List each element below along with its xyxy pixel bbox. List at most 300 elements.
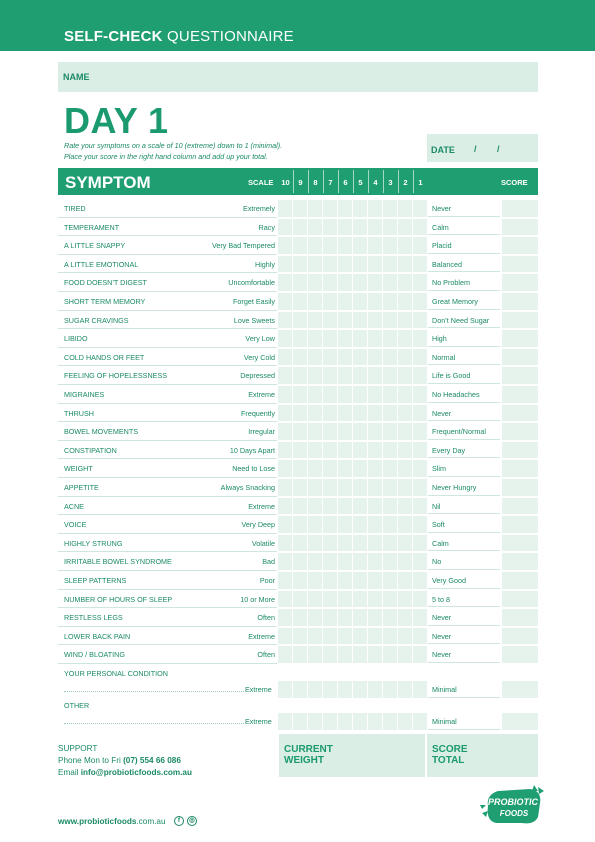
scale-cell[interactable]	[308, 460, 322, 477]
scale-cell[interactable]	[293, 330, 307, 347]
scale-cell[interactable]	[308, 219, 322, 236]
scale-cell[interactable]	[338, 516, 352, 533]
scale-cell[interactable]	[308, 442, 322, 459]
scale-cell[interactable]	[323, 293, 337, 310]
scale-cell[interactable]	[398, 256, 412, 273]
scale-cell[interactable]	[338, 460, 352, 477]
scale-cell[interactable]	[398, 553, 412, 570]
facebook-icon[interactable]: f	[174, 816, 184, 826]
scale-cell[interactable]	[398, 479, 412, 496]
scale-cell[interactable]	[413, 479, 427, 496]
scale-cell[interactable]	[338, 423, 352, 440]
scale-cell[interactable]	[353, 237, 367, 254]
scale-cell[interactable]	[368, 423, 382, 440]
scale-cell[interactable]	[338, 367, 352, 384]
scale-cell[interactable]	[383, 646, 397, 663]
scale-cell[interactable]	[278, 367, 292, 384]
scale-cell[interactable]	[278, 200, 292, 217]
support-email-link[interactable]: info@probioticfoods.com.au	[80, 768, 192, 777]
score-cell[interactable]	[502, 516, 538, 533]
scale-cell[interactable]	[413, 535, 427, 552]
scale-cell[interactable]	[293, 646, 307, 663]
scale-cell[interactable]	[383, 713, 397, 730]
scale-cell[interactable]	[413, 713, 427, 730]
scale-cell[interactable]	[338, 479, 352, 496]
score-cell[interactable]	[502, 330, 538, 347]
scale-cell[interactable]	[293, 367, 307, 384]
scale-cell[interactable]	[338, 349, 352, 366]
scale-cell[interactable]	[398, 330, 412, 347]
scale-cell[interactable]	[383, 442, 397, 459]
scale-cell[interactable]	[323, 330, 337, 347]
scale-cell[interactable]	[353, 553, 367, 570]
scale-cell[interactable]	[293, 553, 307, 570]
scale-cell[interactable]	[413, 423, 427, 440]
scale-cell[interactable]	[353, 498, 367, 515]
score-cell[interactable]	[502, 535, 538, 552]
scale-cell[interactable]	[398, 200, 412, 217]
scale-cell[interactable]	[383, 681, 397, 698]
score-cell[interactable]	[502, 442, 538, 459]
scale-cell[interactable]	[353, 293, 367, 310]
scale-cell[interactable]	[323, 628, 337, 645]
scale-cell[interactable]	[323, 423, 337, 440]
scale-cell[interactable]	[398, 460, 412, 477]
scale-cell[interactable]	[353, 681, 367, 698]
scale-cell[interactable]	[413, 572, 427, 589]
score-cell[interactable]	[502, 681, 538, 698]
scale-cell[interactable]	[383, 274, 397, 291]
scale-cell[interactable]	[308, 609, 322, 626]
scale-cell[interactable]	[353, 628, 367, 645]
scale-cell[interactable]	[293, 274, 307, 291]
scale-cell[interactable]	[308, 535, 322, 552]
scale-cell[interactable]	[338, 713, 352, 730]
scale-cell[interactable]	[308, 200, 322, 217]
scale-cell[interactable]	[338, 535, 352, 552]
custom-condition-input[interactable]	[64, 723, 244, 724]
scale-cell[interactable]	[308, 237, 322, 254]
support-phone-number[interactable]: (07) 554 66 086	[123, 756, 181, 765]
scale-cell[interactable]	[398, 386, 412, 403]
scale-cell[interactable]	[338, 609, 352, 626]
scale-cell[interactable]	[383, 312, 397, 329]
scale-cell[interactable]	[338, 442, 352, 459]
scale-cell[interactable]	[308, 572, 322, 589]
scale-cell[interactable]	[383, 498, 397, 515]
scale-cell[interactable]	[368, 460, 382, 477]
scale-cell[interactable]	[413, 200, 427, 217]
scale-cell[interactable]	[398, 572, 412, 589]
scale-cell[interactable]	[338, 646, 352, 663]
scale-cell[interactable]	[278, 713, 292, 730]
scale-cell[interactable]	[278, 460, 292, 477]
scale-cell[interactable]	[383, 591, 397, 608]
scale-cell[interactable]	[368, 219, 382, 236]
scale-cell[interactable]	[413, 609, 427, 626]
score-cell[interactable]	[502, 200, 538, 217]
scale-cell[interactable]	[293, 572, 307, 589]
scale-cell[interactable]	[278, 609, 292, 626]
scale-cell[interactable]	[323, 237, 337, 254]
scale-cell[interactable]	[323, 219, 337, 236]
scale-cell[interactable]	[308, 330, 322, 347]
scale-cell[interactable]	[323, 460, 337, 477]
scale-cell[interactable]	[353, 460, 367, 477]
scale-cell[interactable]	[368, 553, 382, 570]
scale-cell[interactable]	[353, 312, 367, 329]
scale-cell[interactable]	[413, 293, 427, 310]
scale-cell[interactable]	[413, 553, 427, 570]
scale-cell[interactable]	[413, 681, 427, 698]
scale-cell[interactable]	[398, 405, 412, 422]
scale-cell[interactable]	[413, 591, 427, 608]
scale-cell[interactable]	[278, 349, 292, 366]
scale-cell[interactable]	[383, 535, 397, 552]
scale-cell[interactable]	[383, 423, 397, 440]
scale-cell[interactable]	[338, 572, 352, 589]
scale-cell[interactable]	[398, 293, 412, 310]
scale-cell[interactable]	[413, 274, 427, 291]
scale-cell[interactable]	[353, 646, 367, 663]
scale-cell[interactable]	[338, 681, 352, 698]
scale-cell[interactable]	[278, 274, 292, 291]
scale-cell[interactable]	[293, 479, 307, 496]
scale-cell[interactable]	[368, 293, 382, 310]
website-link[interactable]	[58, 817, 166, 826]
scale-cell[interactable]	[278, 423, 292, 440]
score-cell[interactable]	[502, 423, 538, 440]
scale-cell[interactable]	[398, 423, 412, 440]
scale-cell[interactable]	[293, 219, 307, 236]
scale-cell[interactable]	[398, 646, 412, 663]
scale-cell[interactable]	[308, 646, 322, 663]
scale-cell[interactable]	[368, 535, 382, 552]
scale-cell[interactable]	[293, 516, 307, 533]
scale-cell[interactable]	[323, 591, 337, 608]
scale-cell[interactable]	[308, 256, 322, 273]
scale-cell[interactable]	[293, 349, 307, 366]
scale-cell[interactable]	[338, 405, 352, 422]
scale-cell[interactable]	[308, 628, 322, 645]
scale-cell[interactable]	[308, 349, 322, 366]
date-field[interactable]	[427, 134, 538, 162]
scale-cell[interactable]	[413, 219, 427, 236]
scale-cell[interactable]	[338, 200, 352, 217]
scale-cell[interactable]	[383, 386, 397, 403]
score-cell[interactable]	[502, 293, 538, 310]
scale-cell[interactable]	[353, 591, 367, 608]
scale-cell[interactable]	[338, 591, 352, 608]
scale-cell[interactable]	[278, 646, 292, 663]
scale-cell[interactable]	[338, 628, 352, 645]
scale-cell[interactable]	[293, 713, 307, 730]
score-cell[interactable]	[502, 628, 538, 645]
scale-cell[interactable]	[278, 591, 292, 608]
scale-cell[interactable]	[413, 349, 427, 366]
scale-cell[interactable]	[278, 442, 292, 459]
scale-cell[interactable]	[413, 405, 427, 422]
scale-cell[interactable]	[323, 681, 337, 698]
scale-cell[interactable]	[308, 498, 322, 515]
scale-cell[interactable]	[308, 405, 322, 422]
scale-cell[interactable]	[368, 628, 382, 645]
scale-cell[interactable]	[383, 572, 397, 589]
score-cell[interactable]	[502, 591, 538, 608]
scale-cell[interactable]	[353, 572, 367, 589]
scale-cell[interactable]	[323, 442, 337, 459]
scale-cell[interactable]	[398, 628, 412, 645]
scale-cell[interactable]	[398, 349, 412, 366]
scale-cell[interactable]	[353, 713, 367, 730]
scale-cell[interactable]	[353, 330, 367, 347]
scale-cell[interactable]	[278, 498, 292, 515]
scale-cell[interactable]	[413, 237, 427, 254]
scale-cell[interactable]	[413, 256, 427, 273]
score-cell[interactable]	[502, 367, 538, 384]
scale-cell[interactable]	[398, 367, 412, 384]
scale-cell[interactable]	[413, 330, 427, 347]
scale-cell[interactable]	[368, 312, 382, 329]
scale-cell[interactable]	[338, 256, 352, 273]
scale-cell[interactable]	[338, 498, 352, 515]
scale-cell[interactable]	[323, 553, 337, 570]
scale-cell[interactable]	[413, 386, 427, 403]
scale-cell[interactable]	[353, 386, 367, 403]
scale-cell[interactable]	[398, 535, 412, 552]
scale-cell[interactable]	[398, 237, 412, 254]
scale-cell[interactable]	[368, 200, 382, 217]
score-cell[interactable]	[502, 349, 538, 366]
scale-cell[interactable]	[308, 516, 322, 533]
scale-cell[interactable]	[368, 681, 382, 698]
scale-cell[interactable]	[383, 219, 397, 236]
scale-cell[interactable]	[353, 274, 367, 291]
name-field[interactable]	[58, 62, 538, 92]
scale-cell[interactable]	[353, 349, 367, 366]
scale-cell[interactable]	[353, 423, 367, 440]
scale-cell[interactable]	[293, 498, 307, 515]
scale-cell[interactable]	[398, 516, 412, 533]
scale-cell[interactable]	[293, 535, 307, 552]
score-cell[interactable]	[502, 405, 538, 422]
scale-cell[interactable]	[353, 535, 367, 552]
scale-cell[interactable]	[308, 591, 322, 608]
scale-cell[interactable]	[338, 293, 352, 310]
scale-cell[interactable]	[278, 628, 292, 645]
scale-cell[interactable]	[383, 609, 397, 626]
scale-cell[interactable]	[278, 681, 292, 698]
scale-cell[interactable]	[293, 628, 307, 645]
scale-cell[interactable]	[278, 535, 292, 552]
scale-cell[interactable]	[308, 681, 322, 698]
scale-cell[interactable]	[293, 293, 307, 310]
scale-cell[interactable]	[278, 330, 292, 347]
score-cell[interactable]	[502, 274, 538, 291]
score-cell[interactable]	[502, 646, 538, 663]
score-cell[interactable]	[502, 572, 538, 589]
scale-cell[interactable]	[413, 442, 427, 459]
scale-cell[interactable]	[293, 256, 307, 273]
scale-cell[interactable]	[383, 200, 397, 217]
scale-cell[interactable]	[353, 367, 367, 384]
scale-cell[interactable]	[383, 237, 397, 254]
score-cell[interactable]	[502, 312, 538, 329]
scale-cell[interactable]	[308, 479, 322, 496]
scale-cell[interactable]	[278, 572, 292, 589]
score-cell[interactable]	[502, 237, 538, 254]
scale-cell[interactable]	[308, 367, 322, 384]
scale-cell[interactable]	[368, 367, 382, 384]
scale-cell[interactable]	[278, 405, 292, 422]
scale-cell[interactable]	[293, 681, 307, 698]
scale-cell[interactable]	[293, 460, 307, 477]
scale-cell[interactable]	[323, 498, 337, 515]
score-cell[interactable]	[502, 609, 538, 626]
scale-cell[interactable]	[398, 219, 412, 236]
scale-cell[interactable]	[368, 572, 382, 589]
scale-cell[interactable]	[383, 405, 397, 422]
scale-cell[interactable]	[353, 479, 367, 496]
score-cell[interactable]	[502, 460, 538, 477]
scale-cell[interactable]	[278, 312, 292, 329]
scale-cell[interactable]	[398, 312, 412, 329]
scale-cell[interactable]	[383, 628, 397, 645]
scale-cell[interactable]	[338, 386, 352, 403]
score-cell[interactable]	[502, 553, 538, 570]
scale-cell[interactable]	[323, 572, 337, 589]
score-cell[interactable]	[502, 219, 538, 236]
scale-cell[interactable]	[398, 713, 412, 730]
scale-cell[interactable]	[383, 553, 397, 570]
scale-cell[interactable]	[308, 293, 322, 310]
scale-cell[interactable]	[353, 219, 367, 236]
scale-cell[interactable]	[338, 237, 352, 254]
scale-cell[interactable]	[338, 330, 352, 347]
scale-cell[interactable]	[293, 386, 307, 403]
scale-cell[interactable]	[368, 386, 382, 403]
scale-cell[interactable]	[338, 312, 352, 329]
scale-cell[interactable]	[308, 386, 322, 403]
scale-cell[interactable]	[278, 256, 292, 273]
score-cell[interactable]	[502, 256, 538, 273]
scale-cell[interactable]	[413, 516, 427, 533]
scale-cell[interactable]	[308, 713, 322, 730]
scale-cell[interactable]	[293, 442, 307, 459]
scale-cell[interactable]	[368, 330, 382, 347]
scale-cell[interactable]	[398, 591, 412, 608]
instagram-icon[interactable]: ◎	[187, 816, 197, 826]
scale-cell[interactable]	[398, 274, 412, 291]
scale-cell[interactable]	[368, 349, 382, 366]
scale-cell[interactable]	[293, 312, 307, 329]
scale-cell[interactable]	[338, 219, 352, 236]
scale-cell[interactable]	[278, 237, 292, 254]
scale-cell[interactable]	[368, 646, 382, 663]
score-cell[interactable]	[502, 386, 538, 403]
scale-cell[interactable]	[338, 553, 352, 570]
scale-cell[interactable]	[383, 330, 397, 347]
scale-cell[interactable]	[413, 367, 427, 384]
scale-cell[interactable]	[368, 479, 382, 496]
scale-cell[interactable]	[368, 256, 382, 273]
score-cell[interactable]	[502, 498, 538, 515]
scale-cell[interactable]	[323, 479, 337, 496]
scale-cell[interactable]	[323, 646, 337, 663]
scale-cell[interactable]	[293, 609, 307, 626]
scale-cell[interactable]	[323, 535, 337, 552]
scale-cell[interactable]	[323, 256, 337, 273]
scale-cell[interactable]	[383, 460, 397, 477]
scale-cell[interactable]	[368, 405, 382, 422]
scale-cell[interactable]	[323, 386, 337, 403]
scale-cell[interactable]	[323, 609, 337, 626]
scale-cell[interactable]	[308, 553, 322, 570]
scale-cell[interactable]	[398, 442, 412, 459]
scale-cell[interactable]	[413, 628, 427, 645]
scale-cell[interactable]	[308, 312, 322, 329]
scale-cell[interactable]	[398, 609, 412, 626]
scale-cell[interactable]	[353, 442, 367, 459]
scale-cell[interactable]	[293, 405, 307, 422]
scale-cell[interactable]	[368, 274, 382, 291]
scale-cell[interactable]	[383, 516, 397, 533]
scale-cell[interactable]	[278, 553, 292, 570]
scale-cell[interactable]	[278, 386, 292, 403]
scale-cell[interactable]	[323, 312, 337, 329]
score-cell[interactable]	[502, 479, 538, 496]
scale-cell[interactable]	[413, 312, 427, 329]
scale-cell[interactable]	[368, 516, 382, 533]
custom-condition-input[interactable]	[64, 691, 244, 692]
scale-cell[interactable]	[308, 423, 322, 440]
scale-cell[interactable]	[323, 516, 337, 533]
scale-cell[interactable]	[368, 498, 382, 515]
score-total-field[interactable]	[427, 734, 538, 777]
scale-cell[interactable]	[278, 293, 292, 310]
scale-cell[interactable]	[368, 591, 382, 608]
scale-cell[interactable]	[278, 516, 292, 533]
scale-cell[interactable]	[413, 460, 427, 477]
scale-cell[interactable]	[353, 609, 367, 626]
scale-cell[interactable]	[368, 713, 382, 730]
scale-cell[interactable]	[278, 479, 292, 496]
scale-cell[interactable]	[353, 200, 367, 217]
scale-cell[interactable]	[323, 349, 337, 366]
scale-cell[interactable]	[308, 274, 322, 291]
scale-cell[interactable]	[383, 367, 397, 384]
scale-cell[interactable]	[353, 405, 367, 422]
scale-cell[interactable]	[338, 274, 352, 291]
scale-cell[interactable]	[323, 367, 337, 384]
scale-cell[interactable]	[383, 293, 397, 310]
scale-cell[interactable]	[413, 498, 427, 515]
scale-cell[interactable]	[323, 713, 337, 730]
scale-cell[interactable]	[293, 237, 307, 254]
scale-cell[interactable]	[413, 646, 427, 663]
scale-cell[interactable]	[353, 256, 367, 273]
scale-cell[interactable]	[383, 256, 397, 273]
scale-cell[interactable]	[323, 274, 337, 291]
scale-cell[interactable]	[323, 200, 337, 217]
scale-cell[interactable]	[368, 442, 382, 459]
scale-cell[interactable]	[323, 405, 337, 422]
scale-cell[interactable]	[293, 200, 307, 217]
scale-cell[interactable]	[398, 498, 412, 515]
scale-cell[interactable]	[398, 681, 412, 698]
score-cell[interactable]	[502, 713, 538, 730]
scale-cell[interactable]	[368, 609, 382, 626]
